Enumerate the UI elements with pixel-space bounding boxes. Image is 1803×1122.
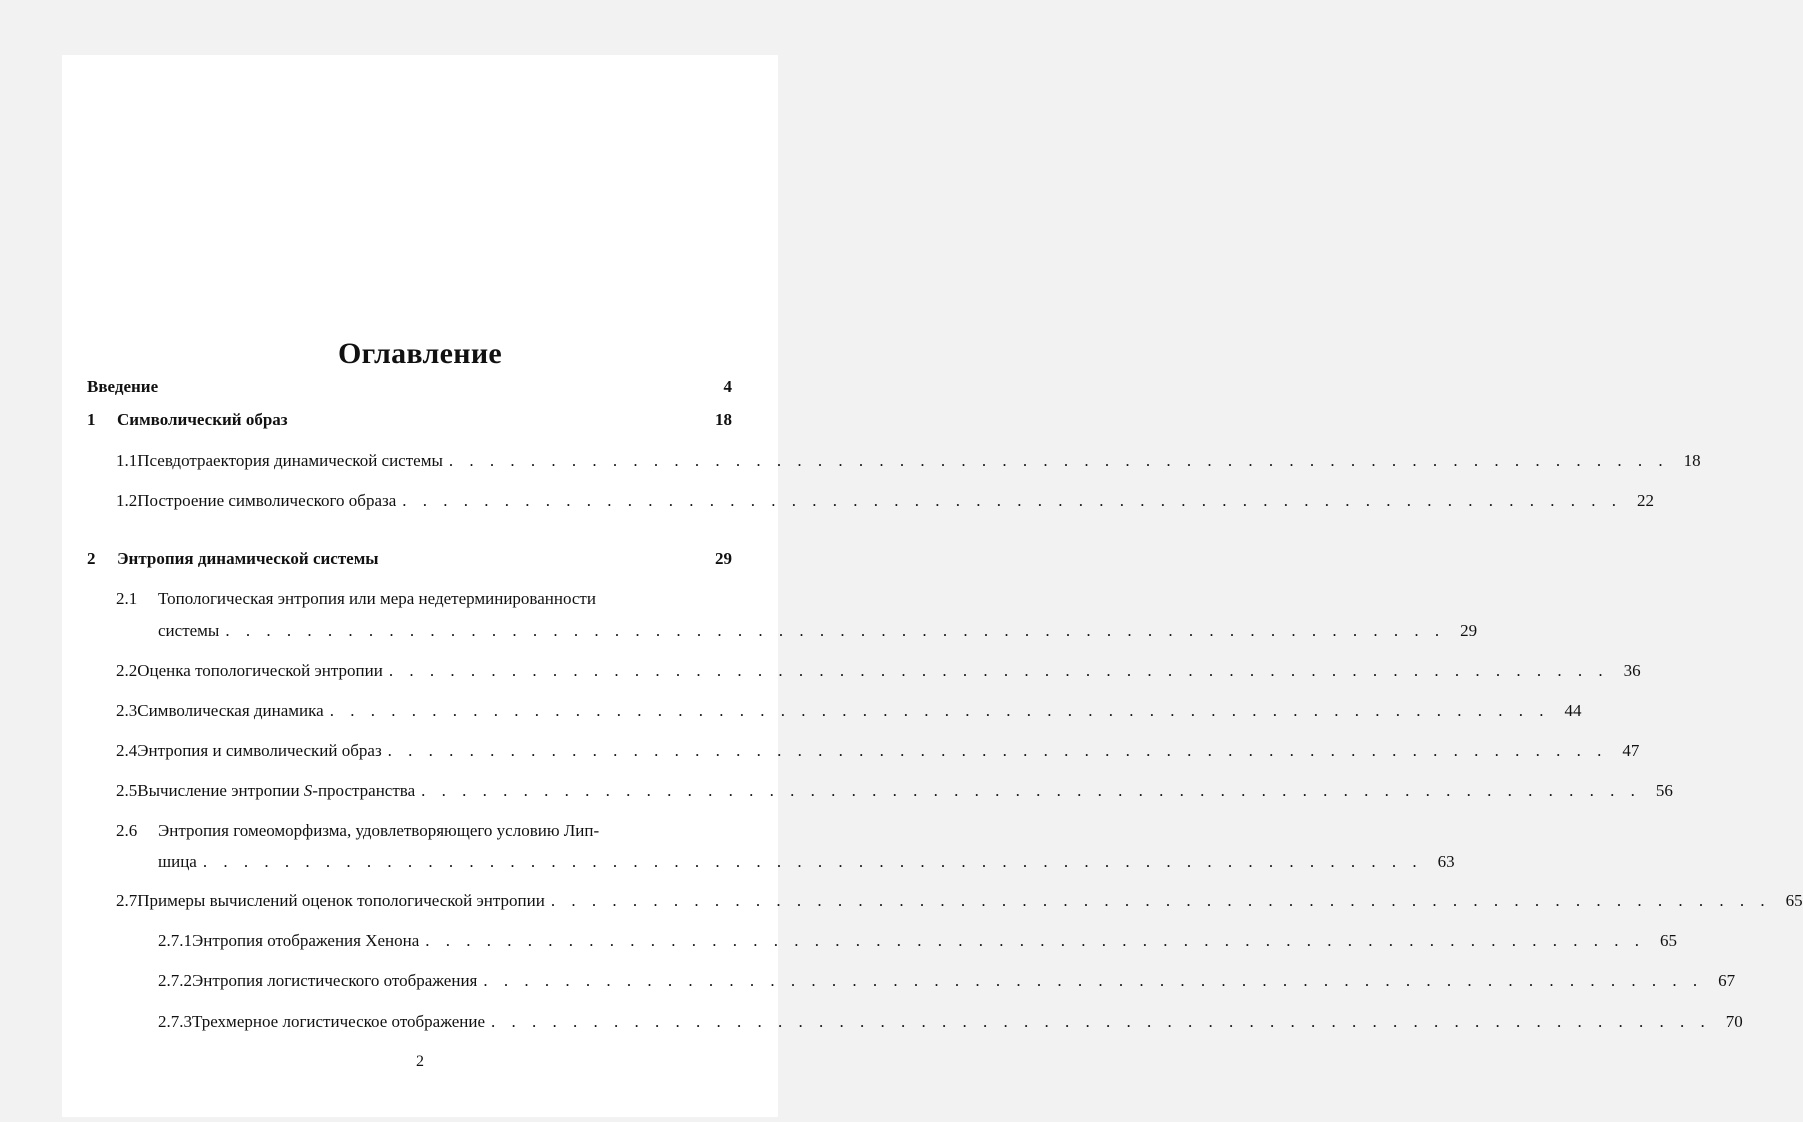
toc-page-number: 29 bbox=[715, 549, 732, 568]
toc-subsection-2-7-1[interactable] bbox=[158, 931, 1678, 951]
toc-leader-dots: . . . . . . . . . . . . . . . . . . . . . . . . . . . . . . . . . . . . . . . . . . . . . . . . . . . . . . . . . . . . bbox=[202, 852, 1423, 871]
toc-label-math-symbol: S bbox=[303, 781, 313, 800]
toc-page-number: 22 bbox=[1637, 491, 1655, 510]
page-number-footer: 2 bbox=[416, 1053, 424, 1070]
toc-entry-label: Трехмерное логистическое отображение bbox=[192, 1012, 486, 1031]
toc-section-1-2[interactable] bbox=[116, 491, 1655, 511]
toc-section-number: 1.1 bbox=[116, 451, 138, 470]
toc-entry-label: Символическая динамика bbox=[137, 701, 324, 720]
toc-entry-label-continued: системы bbox=[158, 621, 220, 640]
toc-leader-dots: . . . . . . . . . . . . . . . . . . . . . . . . . . . . . . . . . . . . . . . . . . . . . . . . . . . . . . . . . . . . bbox=[491, 1012, 1711, 1031]
toc-page-number: 18 bbox=[715, 410, 732, 429]
toc-entry-label: Введение bbox=[87, 377, 159, 396]
toc-section-2-6[interactable] bbox=[116, 821, 599, 841]
toc-leader-dots: . . . . . . . . . . . . . . . . . . . . . . . . . . . . . . . . . . . . . . . . . . . . . . . . . . . . . . . . . . . . bbox=[387, 741, 1608, 760]
toc-section-number: 1.2 bbox=[116, 491, 138, 510]
toc-section-2-7[interactable] bbox=[116, 891, 1803, 911]
toc-chapter-number: 1 bbox=[87, 410, 96, 429]
toc-leader-dots: . . . . . . . . . . . . . . . . . . . . . . . . . . . . . . . . . . . . . . . . . . . . . . . . . . . . . . . . . . . . bbox=[425, 931, 1646, 950]
page-title: Оглавление bbox=[337, 337, 503, 370]
toc-leader-dots: . . . . . . . . . . . . . . . . . . . . . . . . . . . . . . . . . . . . . . . . . . . . . . . . . . . . . . . . . . . . bbox=[448, 451, 1669, 470]
toc-page-number: 56 bbox=[1655, 781, 1673, 800]
toc-subsection-2-7-3[interactable] bbox=[158, 1012, 1743, 1032]
toc-subsection-number: 2.7.3 bbox=[158, 1012, 192, 1031]
toc-subsection-2-7-2[interactable] bbox=[158, 971, 1736, 991]
toc-page-number: 70 bbox=[1725, 1012, 1743, 1031]
toc-section-number: 2.3 bbox=[116, 701, 138, 720]
toc-section-number: 2.4 bbox=[116, 741, 138, 760]
toc-entry-label: Энтропия логистического отображения bbox=[192, 971, 478, 990]
toc-page-number: 44 bbox=[1564, 701, 1582, 720]
toc-leader-dots: . . . . . . . . . . . . . . . . . . . . . . . . . . . . . . . . . . . . . . . . . . . . . . . . . . . . . . . . . . . . bbox=[483, 971, 1704, 990]
toc-entry-label: Псевдотраектория динамической системы bbox=[137, 451, 443, 470]
toc-entry-label: Топологическая энтропия или мера недетерминированности bbox=[158, 589, 596, 608]
toc-section-2-4[interactable] bbox=[116, 741, 1640, 761]
toc-entry-label-continued: шица bbox=[158, 852, 197, 871]
toc-subsection-number: 2.7.2 bbox=[158, 971, 192, 990]
toc-section-number: 2.5 bbox=[116, 781, 138, 800]
toc-entry-label: Символический образ bbox=[117, 410, 288, 429]
toc-section-1-1[interactable] bbox=[116, 451, 1701, 471]
toc-entry-label: Примеры вычислений оценок топологической энтропии bbox=[137, 891, 545, 910]
toc-section-number: 2.1 bbox=[116, 589, 138, 608]
toc-leader-dots: . . . . . . . . . . . . . . . . . . . . . . . . . . . . . . . . . . . . . . . . . . . . . . . . . . . . . . . . . . . . bbox=[550, 891, 1771, 910]
toc-leader-dots: . . . . . . . . . . . . . . . . . . . . . . . . . . . . . . . . . . . . . . . . . . . . . . . . . . . . . . . . . . . . bbox=[421, 781, 1641, 800]
toc-section-number: 2.2 bbox=[116, 661, 138, 680]
toc-section-2-1-continued[interactable] bbox=[158, 621, 1478, 641]
toc-leader-dots: . . . . . . . . . . . . . . . . . . . . . . . . . . . . . . . . . . . . . . . . . . . . . . . . . . . . . . . . . . . . bbox=[402, 491, 1623, 510]
toc-entry-label bbox=[137, 781, 415, 801]
toc-entry-label: Энтропия гомеоморфизма, удовлетворяющего условию Лип- bbox=[158, 821, 600, 840]
toc-entry-label: Оценка топологической энтропии bbox=[137, 661, 383, 680]
toc-label-part: -пространства bbox=[312, 781, 416, 800]
toc-page-number: 29 bbox=[1460, 621, 1478, 640]
toc-page-number: 36 bbox=[1623, 661, 1641, 680]
toc-entry-label: Энтропия динамической системы bbox=[117, 549, 379, 568]
toc-label-part: Вычисление энтропии bbox=[137, 781, 304, 800]
toc-entry-label: Энтропия отображения Хенона bbox=[192, 931, 420, 950]
toc-page-number: 18 bbox=[1683, 451, 1701, 470]
toc-subsection-number: 2.7.1 bbox=[158, 931, 192, 950]
toc-section-number: 2.7 bbox=[116, 891, 138, 910]
toc-entry-intro[interactable] bbox=[87, 377, 732, 397]
toc-leader-dots: . . . . . . . . . . . . . . . . . . . . . . . . . . . . . . . . . . . . . . . . . . . . . . . . . . . . . . . . . . . . bbox=[329, 701, 1550, 720]
document-page bbox=[62, 55, 1803, 1117]
toc-page-number: 63 bbox=[1437, 852, 1455, 871]
toc-chapter-1[interactable] bbox=[87, 410, 732, 430]
toc-section-2-2[interactable] bbox=[116, 661, 1641, 681]
toc-page-number: 65 bbox=[1660, 931, 1678, 950]
toc-section-2-1[interactable] bbox=[116, 589, 596, 609]
toc-section-2-3[interactable] bbox=[116, 701, 1582, 721]
toc-page-number: 67 bbox=[1718, 971, 1736, 990]
toc-section-2-6-continued[interactable] bbox=[158, 852, 1455, 872]
toc-chapter-2[interactable] bbox=[87, 549, 732, 569]
toc-leader-dots: . . . . . . . . . . . . . . . . . . . . . . . . . . . . . . . . . . . . . . . . . . . . . . . . . . . . . . . . . . . . bbox=[388, 661, 1609, 680]
toc-section-number: 2.6 bbox=[116, 821, 138, 840]
toc-page-number: 4 bbox=[723, 377, 732, 396]
toc-leader-dots: . . . . . . . . . . . . . . . . . . . . . . . . . . . . . . . . . . . . . . . . . . . . . . . . . . . . . . . . . . . . bbox=[225, 621, 1446, 640]
toc-page-number: 47 bbox=[1622, 741, 1640, 760]
toc-entry-label: Построение символического образа bbox=[137, 491, 397, 510]
toc-page-number: 65 bbox=[1785, 891, 1803, 910]
toc-chapter-number: 2 bbox=[87, 549, 96, 568]
toc-entry-label: Энтропия и символический образ bbox=[137, 741, 382, 760]
toc-section-2-5[interactable] bbox=[116, 781, 1673, 801]
